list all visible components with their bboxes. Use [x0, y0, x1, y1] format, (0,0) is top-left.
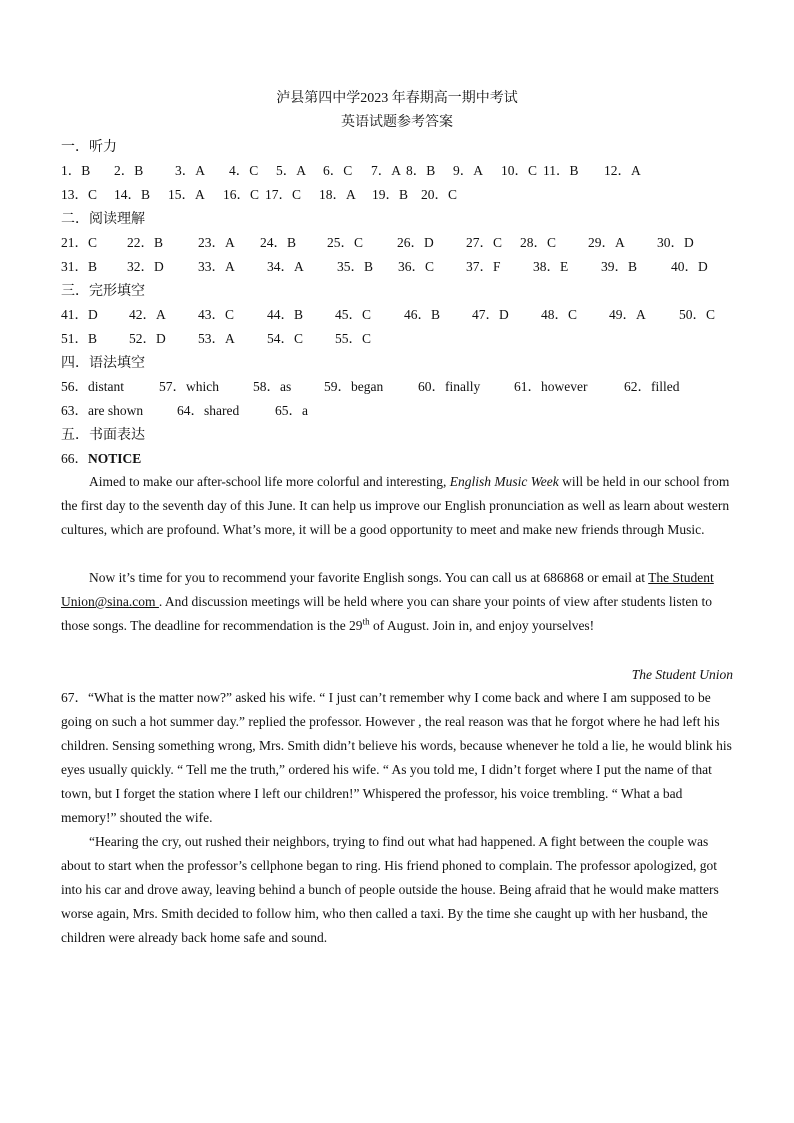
- notice-paragraph-2: [61, 566, 733, 638]
- answer-item: 28．C: [520, 235, 557, 250]
- exam-subtitle: 英语试题参考答案: [341, 115, 453, 130]
- answer-item: 65．a: [275, 403, 308, 418]
- answer-item: 3．A: [175, 163, 205, 178]
- answer-item: 53．A: [198, 331, 235, 346]
- answer-item: 42．A: [129, 307, 166, 322]
- answer-item: 24．B: [260, 235, 297, 250]
- answer-item: 40．D: [671, 259, 708, 274]
- answer-item: 44．B: [267, 307, 304, 322]
- notice-text: will be held in our school from the first day to the seventh day of this June. It can help us improve our English pronunciation as well as learn about western cultures, which are profound. What’s more, it will be a good opportunity to meet and make new friends through Music.: [61, 474, 730, 537]
- answer-item: 45．C: [335, 307, 372, 322]
- answer-item: 43．C: [198, 307, 235, 322]
- section-cloze: 三．完形填空: [61, 283, 145, 299]
- answer-item: 39．B: [601, 259, 638, 274]
- question-number: 67．: [61, 690, 88, 705]
- answer-item: 1．B: [61, 163, 91, 178]
- answer-item: 35．B: [337, 259, 374, 274]
- notice-signature: The Student Union: [631, 667, 733, 682]
- answer-item: 10．C: [501, 163, 538, 178]
- answer-item: 14．B: [114, 187, 151, 202]
- answer-item: 11．B: [543, 163, 579, 178]
- answer-item: 51．B: [61, 331, 98, 346]
- ordinal-suffix: th: [362, 616, 370, 627]
- answer-item: 26．D: [397, 235, 434, 250]
- answer-item: 46．B: [404, 307, 441, 322]
- answer-item: 18．A: [319, 187, 356, 202]
- answer-item: 29．A: [588, 235, 625, 250]
- answer-item: 19．B: [372, 187, 409, 202]
- answer-item: 2．B: [114, 163, 144, 178]
- answer-item: 15．A: [168, 187, 205, 202]
- answer-item: 38．E: [533, 259, 569, 274]
- answer-item: 52．D: [129, 331, 166, 346]
- answer-item: 22．B: [127, 235, 164, 250]
- section-writing: 五．书面表达: [61, 427, 145, 443]
- answer-item: 41．D: [61, 307, 98, 322]
- notice-text: of August. Join in, and enjoy yourselves!: [369, 618, 595, 633]
- answer-item: 23．A: [198, 235, 235, 250]
- section-listening: 一．听力: [61, 139, 117, 155]
- answer-item: 55．C: [335, 331, 372, 346]
- exam-title: 泸县第四中学2023 年春期高一期中考试: [276, 91, 518, 106]
- answer-item: 50．C: [679, 307, 716, 322]
- question-67-paragraph-1: [61, 686, 733, 830]
- notice-heading: NOTICE: [88, 451, 142, 466]
- section-reading: 二．阅读理解: [61, 211, 145, 227]
- answer-item: 49．A: [609, 307, 646, 322]
- answer-item: 4．C: [229, 163, 259, 178]
- answer-item: 61．however: [514, 379, 588, 394]
- answer-item: 64．shared: [177, 403, 240, 418]
- answer-item: 12．A: [604, 163, 641, 178]
- notice-text: Aimed to make our after-school life more colorful and interesting,: [89, 474, 450, 489]
- answer-item: 5．A: [276, 163, 306, 178]
- answer-item: 48．C: [541, 307, 578, 322]
- answer-item: 57．which: [159, 379, 219, 394]
- email-link[interactable]: The Student Union@sina.com: [61, 570, 714, 609]
- answer-item: 25．C: [327, 235, 364, 250]
- answer-item: 17．C: [265, 187, 302, 202]
- notice-text: . And discussion meetings will be held where you can share your points of view after students listen to those songs. The deadline for recommendation is the 29: [61, 594, 712, 633]
- answer-item: 47．D: [472, 307, 509, 322]
- notice-text: Now it’s time for you to recommend your favorite English songs. You can call us at 686868 or email at: [89, 570, 649, 585]
- answer-item: 8．B: [406, 163, 436, 178]
- answer-item: 56．distant: [61, 379, 124, 394]
- answer-item: 62．filled: [624, 379, 680, 394]
- answer-item: 7．A: [371, 163, 401, 178]
- answer-item: 60．finally: [418, 379, 481, 394]
- answer-item: 33．A: [198, 259, 235, 274]
- event-name: English Music Week: [449, 474, 559, 489]
- answer-item: 21．C: [61, 235, 98, 250]
- answer-item: 27．C: [466, 235, 503, 250]
- answer-item: 32．D: [127, 259, 164, 274]
- answer-item: 30．D: [657, 235, 694, 250]
- answer-item: 63．are shown: [61, 403, 144, 418]
- answer-item: 37．F: [466, 259, 501, 274]
- question-66-heading: [61, 450, 141, 468]
- answer-item: 6．C: [323, 163, 353, 178]
- answer-item: 31．B: [61, 259, 98, 274]
- answer-item: 58．as: [253, 379, 292, 394]
- answer-item: 13．C: [61, 187, 98, 202]
- answer-item: 20．C: [421, 187, 458, 202]
- answer-item: 36．C: [398, 259, 435, 274]
- answer-item: 9．A: [453, 163, 483, 178]
- answer-item: 59．began: [324, 379, 384, 394]
- section-grammar: 四．语法填空: [61, 355, 145, 371]
- answer-item: 34．A: [267, 259, 304, 274]
- question-number: 66．: [61, 451, 88, 466]
- story-text: “What is the matter now?” asked his wife. “ I just can’t remember why I come back and where I am supposed to be going on such a hot summer day.” replied the professor. However , the real reason was that he forgot where he had left his children. Sensing something wrong, Mrs. Smith didn’t believe his words, because whenever he told a lie, he would blink his eyes usually quickly. “ Tell me the truth,” ordered his wife. “ As you told me, I didn’t forget where I put the name of that town, but I forget the station where I left our children!” Whispered the professor, his voice trembling. “ What a bad memory!” shouted the wife.: [61, 690, 732, 825]
- answer-item: 54．C: [267, 331, 304, 346]
- answer-item: 16．C: [223, 187, 260, 202]
- story-text: “Hearing the cry, out rushed their neighbors, trying to find out what had happened. A fight between the couple was about to start when the professor’s cellphone began to ring. His friend phoned to complain. The professor apologized, got into his car and drove away, leaving behind a bunch of people outside the house. Being afraid that he would make matters worse again, Mrs. Smith decided to follow him, who then called a taxi. By the time she caught up with her husband, the children were already back home safe and sound.: [61, 834, 719, 945]
- notice-paragraph-1: [61, 470, 733, 542]
- question-67-paragraph-2: [61, 830, 733, 950]
